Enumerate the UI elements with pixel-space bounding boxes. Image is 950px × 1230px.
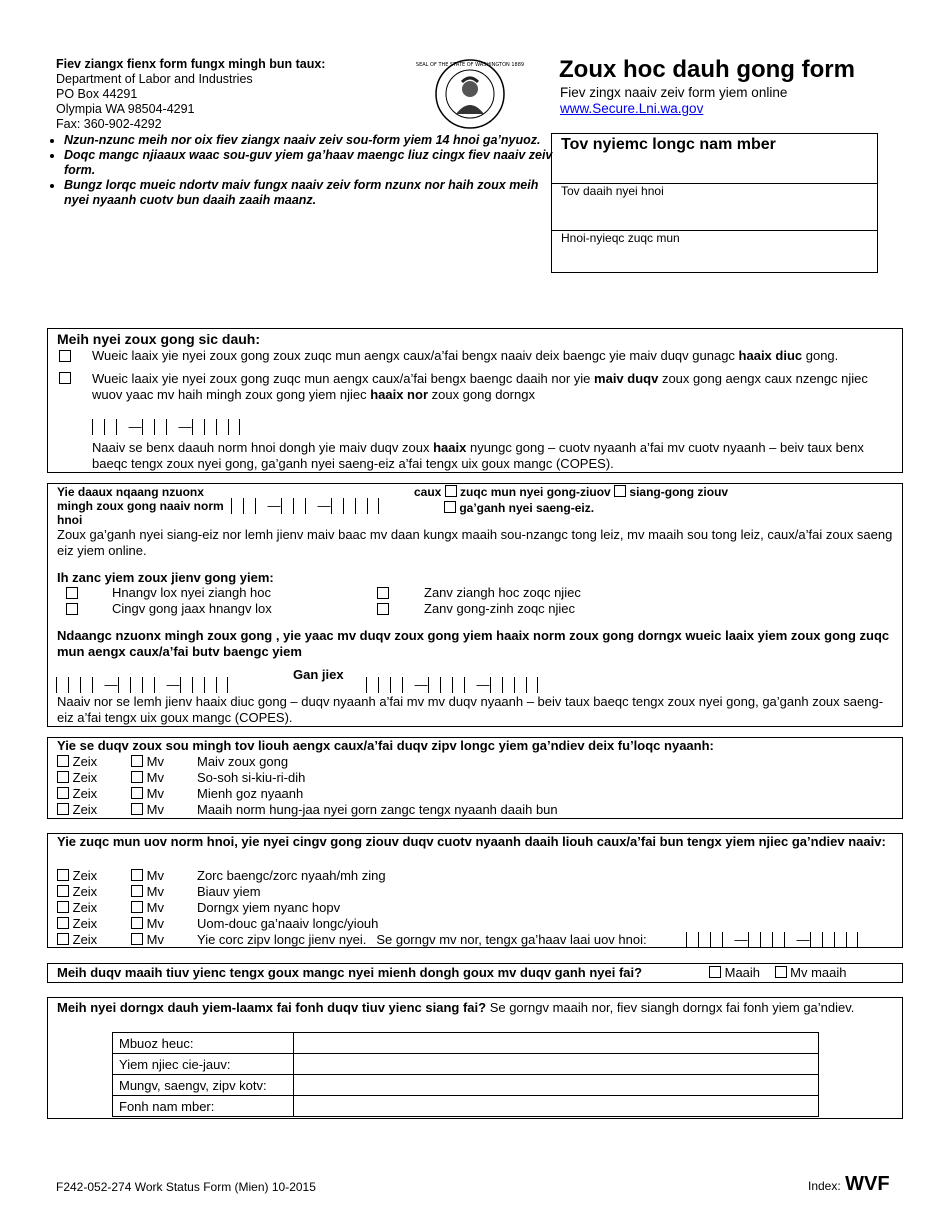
claim-field-label: Tov daaih nyei hnoi xyxy=(561,184,664,198)
benefit-label: Mienh goz nyaanh xyxy=(197,786,304,801)
online-text: Fiev zingx naaiv zeiv form yiem online xyxy=(560,85,788,100)
no-checkbox[interactable] xyxy=(131,755,143,767)
bullet-item: • Bungz lorqc mueic ndortv maiv fungx naaiv zeiv form nzunx nor haih zoux meih nyei nyaanh cuotv bun daaih zaaih maanz. xyxy=(64,178,554,208)
form-code: F242-052-274 Work Status Form (Mien) 10-2015 xyxy=(56,1180,316,1194)
off-work-title: Ndaangc nzuonx mingh zoux gong , yie yaac mv duqv zoux gong yiem haaix norm zoux gong dorngx wueic laaix yiem zoux gong zuqc mun aengx caux/a’fai butv baengc yiem xyxy=(57,628,890,659)
yes-checkbox[interactable] xyxy=(57,917,69,929)
benefit-row: Zeix Mv So-soh si-kiu-ri-dih xyxy=(57,770,305,785)
contact-section xyxy=(47,997,903,1119)
online-business-note: Zoux ga’ganh nyei siang-eiz nor lemh jienv maiv baac mv daan kungx maaih sou-nzangc tong leiz, mv maaih sou tong leiz, caux/a’fai zoux saeng eiz yiem online. xyxy=(57,527,893,558)
state-seal-icon xyxy=(415,58,525,130)
option-checkbox[interactable] xyxy=(59,372,71,384)
instruction-bullets xyxy=(52,133,554,208)
employer-benefit-label: Dorngx yiem nyanc hopv xyxy=(197,900,341,915)
return-title: Fiev ziangx fienx form fungx mingh bun taux: xyxy=(56,57,326,71)
no-checkbox[interactable] xyxy=(131,917,143,929)
section1-title: Meih nyei zoux gong sic dauh: xyxy=(57,331,261,347)
work-type-checkbox[interactable] xyxy=(377,603,389,615)
form-index: Index: WVF xyxy=(808,1173,890,1195)
no-checkbox[interactable] xyxy=(131,901,143,913)
option1-text: Wueic laaix yie nyei zoux gong zoux zuqc mun aengx caux/a’fai bengx naaiv deix baengc yie maiv duqv gunagc haaix diuc gong. xyxy=(92,348,839,363)
work-type-label: Zanv gong-zinh zoqc njiec xyxy=(424,601,576,616)
yes-checkbox[interactable] xyxy=(57,803,69,815)
employer-checkbox[interactable] xyxy=(445,485,457,497)
yes-checkbox[interactable] xyxy=(57,901,69,913)
employer-benefit-label: Uom-douc ga’naaiv longc/yiouh xyxy=(197,916,379,931)
benefit-row: Zeix Mv Mienh goz nyaanh xyxy=(57,786,303,801)
new-employer-checkbox[interactable] xyxy=(614,485,626,497)
address-line: Fax: 360-902-4292 xyxy=(56,117,162,131)
return-date-input[interactable]: — — xyxy=(231,496,379,514)
work-type-label: Hnangv lox nyei ziangh hoc xyxy=(112,585,271,600)
benefit-row: Zeix Mv Maiv zoux gong xyxy=(57,754,288,769)
benefit-label: Maiv zoux gong xyxy=(197,754,289,769)
benefit-label: So-soh si-kiu-ri-dih xyxy=(197,770,306,785)
employer-benefit-label: Yie corc zipv longc jienv nyei. xyxy=(197,932,367,947)
bullet-item: • Nzun-nzunc meih nor oix fiev ziangx naaiv zeiv sou-form yiem 14 hnoi ga’nyuoz. xyxy=(64,133,554,148)
address-line: Olympia WA 98504-4291 xyxy=(56,102,195,116)
no-checkbox[interactable] xyxy=(131,803,143,815)
work-status-section xyxy=(47,328,903,473)
return-to-work-section xyxy=(47,483,903,727)
employer-benefit-label: Biauv yiem xyxy=(197,884,261,899)
yes-checkbox[interactable] xyxy=(57,755,69,767)
employer-benefit-row: Zeix Mv Dorngx yiem nyanc hopv xyxy=(57,900,340,915)
work-type-checkbox[interactable] xyxy=(66,603,78,615)
no-checkbox[interactable] xyxy=(131,885,143,897)
contact-label: Yiem njiec cie-jauv: xyxy=(113,1054,294,1075)
yes-checkbox[interactable] xyxy=(57,933,69,945)
option-checkbox[interactable] xyxy=(59,350,71,362)
seal-text: SEAL OF THE STATE OF WASHINGTON 1889 xyxy=(415,62,525,68)
contact-table xyxy=(112,1032,819,1117)
return-date-label: Yie daaux nqaang nzuonx mingh zoux gong naaiv norm hnoi xyxy=(57,485,224,527)
contact-input[interactable] xyxy=(294,1033,819,1054)
work-type-checkbox[interactable] xyxy=(66,587,78,599)
claim-field-label: Hnoi-nyieqc zuqc mun xyxy=(561,231,680,245)
employer-benefit-label: Zorc baengc/zorc nyaah/mh zing xyxy=(197,868,386,883)
employer-benefit-row: Zeix Mv Yie corc zipv longc jienv nyei. Se gorngv mv nor, tengx ga’haav laai uov hnoi: xyxy=(57,932,647,947)
yes-checkbox[interactable] xyxy=(57,885,69,897)
contact-label: Fonh nam mber: xyxy=(113,1096,294,1117)
benefit-label: Maaih norm hung-jaa nyei gorn zangc tengx nyaanh daaih bun xyxy=(197,802,558,817)
employer-options: caux zuqc mun nyei gong-ziuov siang-gong ziouv xyxy=(414,485,729,499)
no-checkbox[interactable] xyxy=(131,869,143,881)
no-checkbox[interactable] xyxy=(775,966,787,978)
yes-checkbox[interactable] xyxy=(57,787,69,799)
bullet-item: • Doqc mangc njiaaux waac sou-guv yiem ga’haav maengc liuz cingx fiev naaiv zeiv form. xyxy=(64,148,554,178)
section3-title: Yie se duqv zoux sou mingh tov liouh aengx caux/a’fai duqv zipv longc yiem ga’ndiev deix fu’loqc nyaanh: xyxy=(57,738,714,753)
employer-benefit-row: Zeix Mv Biauv yiem xyxy=(57,884,261,899)
contact-row xyxy=(113,1075,819,1096)
benefits-section xyxy=(47,737,903,819)
return-address-block xyxy=(56,57,386,132)
date-input[interactable]: — — xyxy=(92,417,240,435)
no-checkbox[interactable] xyxy=(131,933,143,945)
last-date-input[interactable]: — — xyxy=(686,930,858,948)
guardian-question-section xyxy=(47,963,903,983)
contact-row xyxy=(113,1054,819,1075)
option2-text: Wueic laaix yie nyei zoux gong zuqc mun aengx caux/a’fai bengx baengc daaih nor yie maiv duqv zoux gong aengx caux nzengc njiec wuov yaac mv haih mingh zoux gong yiem njiec haaix nor zoux gong dorngx xyxy=(92,371,868,402)
no-checkbox[interactable] xyxy=(131,787,143,799)
guardian-question: Meih duqv maaih tiuv yienc tengx goux mangc nyei mienh dongh goux mv duqv ganh nyei fai? xyxy=(57,965,643,980)
contact-row xyxy=(113,1096,819,1117)
section4-title: Yie zuqc mun uov norm hnoi, yie nyei cingv gong ziouv duqv cuotv nyaanh daaih liouh caux/a’fai bun tengx yiem njiec ga’ndiev naaiv: xyxy=(57,834,886,849)
address-line: PO Box 44291 xyxy=(56,87,138,101)
employer-benefits-section xyxy=(47,833,903,948)
yes-checkbox[interactable] xyxy=(709,966,721,978)
from-date-input[interactable]: — — xyxy=(56,675,228,693)
claim-box-title: Tov nyiemc longc nam mber xyxy=(561,136,776,153)
benefit-row: Zeix Mv Maaih norm hung-jaa nyei gorn zangc tengx nyaanh daaih bun xyxy=(57,802,558,817)
work-type-title: Ih zanc yiem zoux jienv gong yiem: xyxy=(57,570,274,585)
contact-input[interactable] xyxy=(294,1054,819,1075)
employer-benefit-row: Zeix Mv Zorc baengc/zorc nyaah/mh zing xyxy=(57,868,386,883)
self-employed-checkbox[interactable] xyxy=(444,501,456,513)
contact-row xyxy=(113,1033,819,1054)
address-line: Department of Labor and Industries xyxy=(56,72,253,86)
form-title: Zoux hoc dauh gong form xyxy=(559,56,855,83)
contact-label: Mungv, saengv, zipv kotv: xyxy=(113,1075,294,1096)
online-link[interactable]: www.Secure.Lni.wa.gov xyxy=(560,101,704,116)
contact-input[interactable] xyxy=(294,1096,819,1117)
claim-number-box xyxy=(551,133,878,273)
guardian-options: Maaih Mv maaih xyxy=(709,965,846,980)
through-label: Gan jiex xyxy=(293,667,344,682)
section2-note: Naaiv nor se lemh jienv haaix diuc gong – duqv nyaanh a’fai mv mv duqv nyaanh – beiv taux baeqc tengx zoux nyei gong, ga’ganh zoux saeng-eiz a’fai tengx uix goux mangc (COPES). xyxy=(57,694,884,725)
work-type-label: Cingv gong jaax hnangv lox xyxy=(112,601,272,616)
yes-checkbox[interactable] xyxy=(57,869,69,881)
self-employed-option: ga’ganh nyei saeng-eiz. xyxy=(444,500,594,516)
employer-benefit-row: Zeix Mv Uom-douc ga’naaiv longc/yiouh xyxy=(57,916,378,931)
to-date-input[interactable]: — — xyxy=(366,675,538,693)
work-type-label: Zanv ziangh hoc zoqc njiec xyxy=(424,585,581,600)
no-checkbox[interactable] xyxy=(131,771,143,783)
contact-label: Mbuoz heuc: xyxy=(113,1033,294,1054)
contact-input[interactable] xyxy=(294,1075,819,1096)
section1-note: Naaiv se benx daauh norm hnoi dongh yie maiv duqv zoux haaix nyungc gong – cuotv nyaanh a’fai mv cuotv nyaanh – beiv taux benx baeqc tengx zoux nyei gong, ga’ganh nyei saeng-eiz a’fai tengx uix goux mangc (COPES). xyxy=(92,440,864,471)
work-type-checkbox[interactable] xyxy=(377,587,389,599)
last-date-label: Se gorngv mv nor, tengx ga’haav laai uov hnoi: xyxy=(376,932,647,947)
contact-question: Meih nyei dorngx dauh yiem-laamx fai fonh duqv tiuv yienc siang fai? Se gorngv maaih nor, fiev siangh dorngx fai fonh yiem ga’ndiev. xyxy=(57,1000,855,1015)
yes-checkbox[interactable] xyxy=(57,771,69,783)
